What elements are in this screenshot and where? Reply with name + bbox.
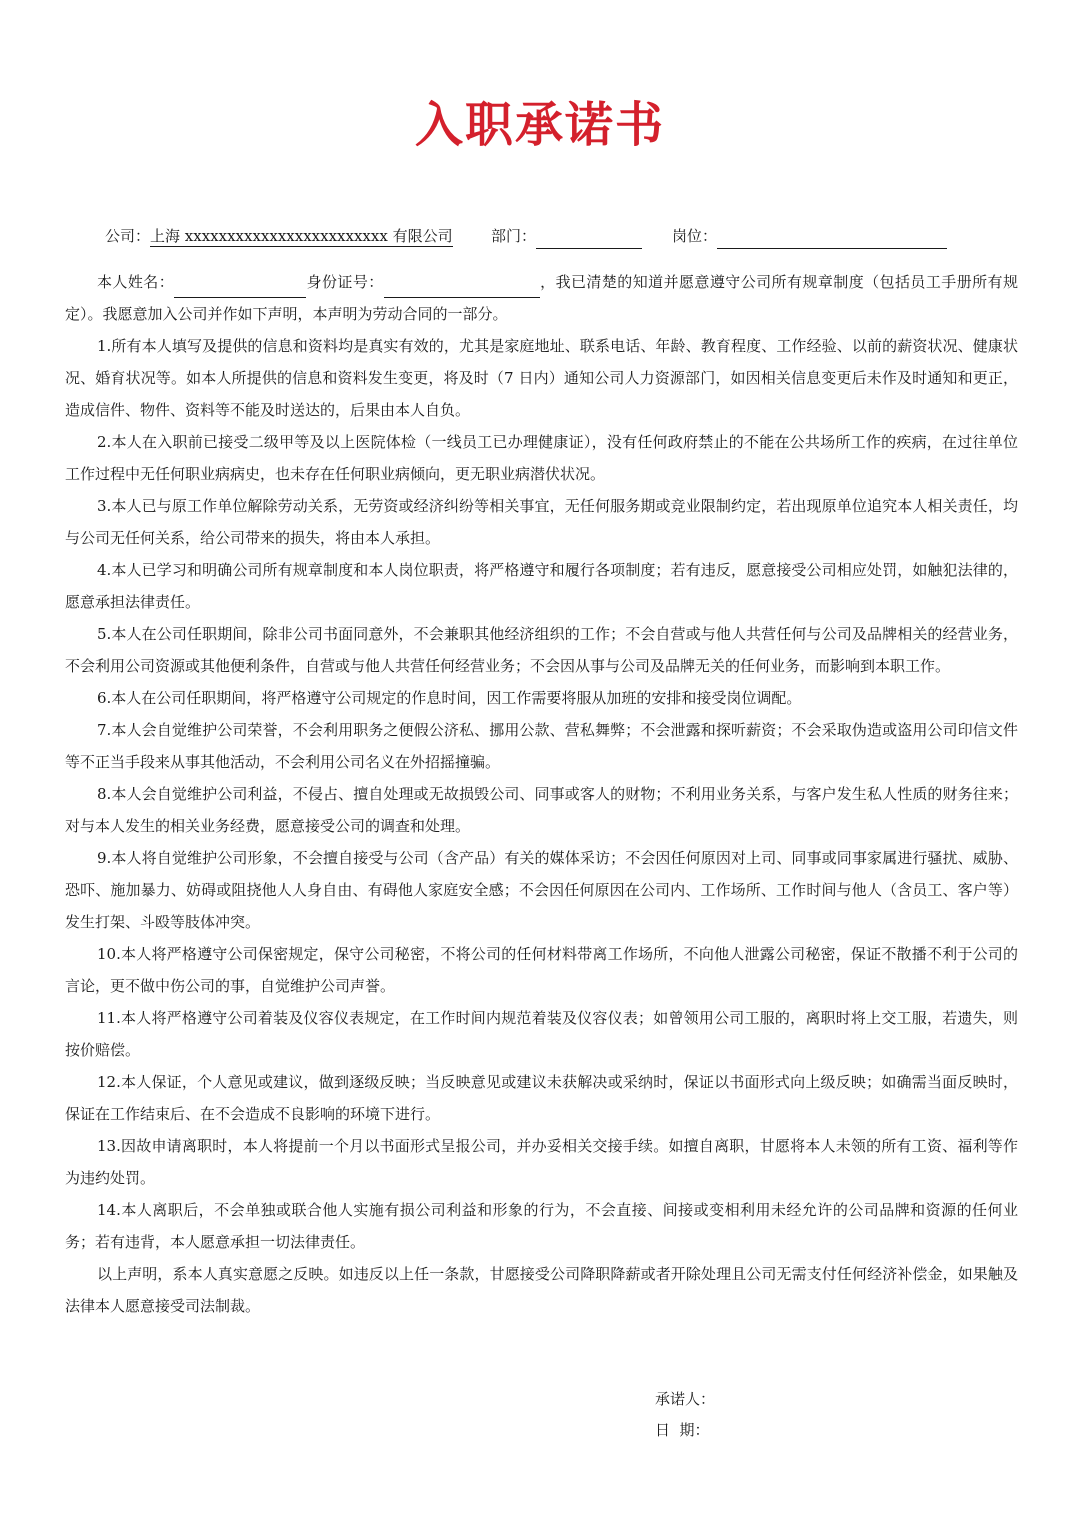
position-label: 岗位： xyxy=(672,227,718,245)
clause-8: 8.本人会自觉维护公司利益，不侵占、擅自处理或无故损毁公司、同事或客人的财物；不利用业务关系，与客户发生私人性质的财务往来；对与本人发生的相关业务经费，愿意接受公司的调查和处理。 xyxy=(65,785,1018,835)
intro-paragraph xyxy=(65,266,1018,330)
clause-7: 7.本人会自觉维护公司荣誉，不会利用职务之便假公济私、挪用公款、营私舞弊；不会泄露和探听薪资；不会采取伪造或盗用公司印信文件等不正当手段来从事其他活动，不会利用公司名义在外招摇撞骗。 xyxy=(65,721,1018,771)
clause-14: 14.本人离职后，不会单独或联合他人实施有损公司利益和形象的行为，不会直接、间接或变相利用未经允许的公司品牌和资源的任何业务；若有违背，本人愿意承担一切法律责任。 xyxy=(65,1201,1018,1251)
clause-5: 5.本人在公司任职期间，除非公司书面同意外，不会兼职其他经济组织的工作；不会自营或与他人共营任何与公司及品牌相关的经营业务，不会利用公司资源或其他便利条件，自营或与他人共营任何经营业务；不会因从事与公司及品牌无关的任何业务，而影响到本职工作。 xyxy=(65,625,1018,675)
closing-paragraph: 以上声明，系本人真实意愿之反映。如违反以上任一条款，甘愿接受公司降职降薪或者开除处理且公司无需支付任何经济补偿金，如果触及法律本人愿意接受司法制裁。 xyxy=(65,1265,1018,1315)
clause-6: 6.本人在公司任职期间，将严格遵守公司规定的作息时间，因工作需要将服从加班的安排和接受岗位调配。 xyxy=(97,689,802,707)
clause-11: 11.本人将严格遵守公司着装及仪容仪表规定，在工作时间内规范着装及仪容仪表；如曾领用公司工服的，离职时将上交工服，若遗失，则按价赔偿。 xyxy=(65,1009,1018,1059)
date-label: 日 期： xyxy=(655,1421,710,1439)
department-blank xyxy=(536,230,642,249)
clause-1: 1.所有本人填写及提供的信息和资料均是真实有效的，尤其是家庭地址、联系电话、年龄、教育程度、工作经验、以前的薪资状况、健康状况、婚育状况等。如本人所提供的信息和资料发生变更，将及时（7 日内）通知公司人力资源部门，如因相关信息变更后未作及时通知和更正，造成信件、物件、资料等不能及时送达的，后果由本人自负。 xyxy=(65,337,1018,419)
company-label: 公司： xyxy=(105,227,151,245)
clause-10: 10.本人将严格遵守公司保密规定，保守公司秘密，不将公司的任何材料带离工作场所，不向他人泄露公司秘密，保证不散播不利于公司的言论，更不做中伤公司的事，自觉维护公司声誉。 xyxy=(65,945,1018,995)
position-field xyxy=(672,223,947,249)
commitment-body xyxy=(65,266,1018,1322)
company-field xyxy=(105,223,453,249)
clause-9: 9.本人将自觉维护公司形象，不会擅自接受与公司（含产品）有关的媒体采访；不会因任何原因对上司、同事或同事家属进行骚扰、威胁、恐吓、施加暴力、妨碍或阻挠他人人身自由、有碍他人家庭安全感；不会因任何原因在公司内、工作场所、工作时间与他人（含员工、客户等）发生打架、斗殴等肢体冲突。 xyxy=(65,849,1018,931)
position-blank xyxy=(717,230,947,249)
intro-text: ，我已清楚的知道并愿意遵守公司所有规章制度（包括员工手册所有规定）。我愿意加入公司并作如下声明，本声明为劳动合同的一部分。 xyxy=(65,273,1018,323)
id-number-blank xyxy=(384,277,540,298)
name-label: 本人姓名： xyxy=(97,273,175,291)
signer-label: 承诺人： xyxy=(655,1390,716,1408)
employee-info-row xyxy=(105,223,1005,251)
clause-4: 4.本人已学习和明确公司所有规章制度和本人岗位职责，将严格遵守和履行各项制度；若有违反，愿意接受公司相应处罚，如触犯法律的，愿意承担法律责任。 xyxy=(65,561,1018,611)
clause-2: 2.本人在入职前已接受二级甲等及以上医院体检（一线员工已办理健康证），没有任何政府禁止的不能在公共场所工作的疾病，在过往单位工作过程中无任何职业病病史，也未存在任何职业病倾向，更无职业病潜伏状况。 xyxy=(65,433,1018,483)
company-name: 上海 xxxxxxxxxxxxxxxxxxxxxxxx 有限公司 xyxy=(150,227,453,245)
clause-3: 3.本人已与原工作单位解除劳动关系，无劳资或经济纠纷等相关事宜，无任何服务期或竞业限制约定，若出现原单位追究本人相关责任，均与公司无任何关系，给公司带来的损失，将由本人承担。 xyxy=(65,497,1018,547)
clause-13: 13.因故申请离职时，本人将提前一个月以书面形式呈报公司，并办妥相关交接手续。如擅自离职，甘愿将本人未领的所有工资、福利等作为违约处罚。 xyxy=(65,1137,1018,1187)
document-title: 入职承诺书 xyxy=(414,97,665,153)
department-field xyxy=(491,223,642,249)
name-blank xyxy=(174,277,306,298)
signoff-block xyxy=(655,1384,715,1446)
clause-12: 12.本人保证，个人意见或建议，做到逐级反映；当反映意见或建议未获解决或采纳时，保证以书面形式向上级反映；如确需当面反映时，保证在工作结束后、在不会造成不良影响的环境下进行。 xyxy=(65,1073,1018,1123)
department-label: 部门： xyxy=(491,227,537,245)
id-number-label: 身份证号： xyxy=(306,273,384,291)
